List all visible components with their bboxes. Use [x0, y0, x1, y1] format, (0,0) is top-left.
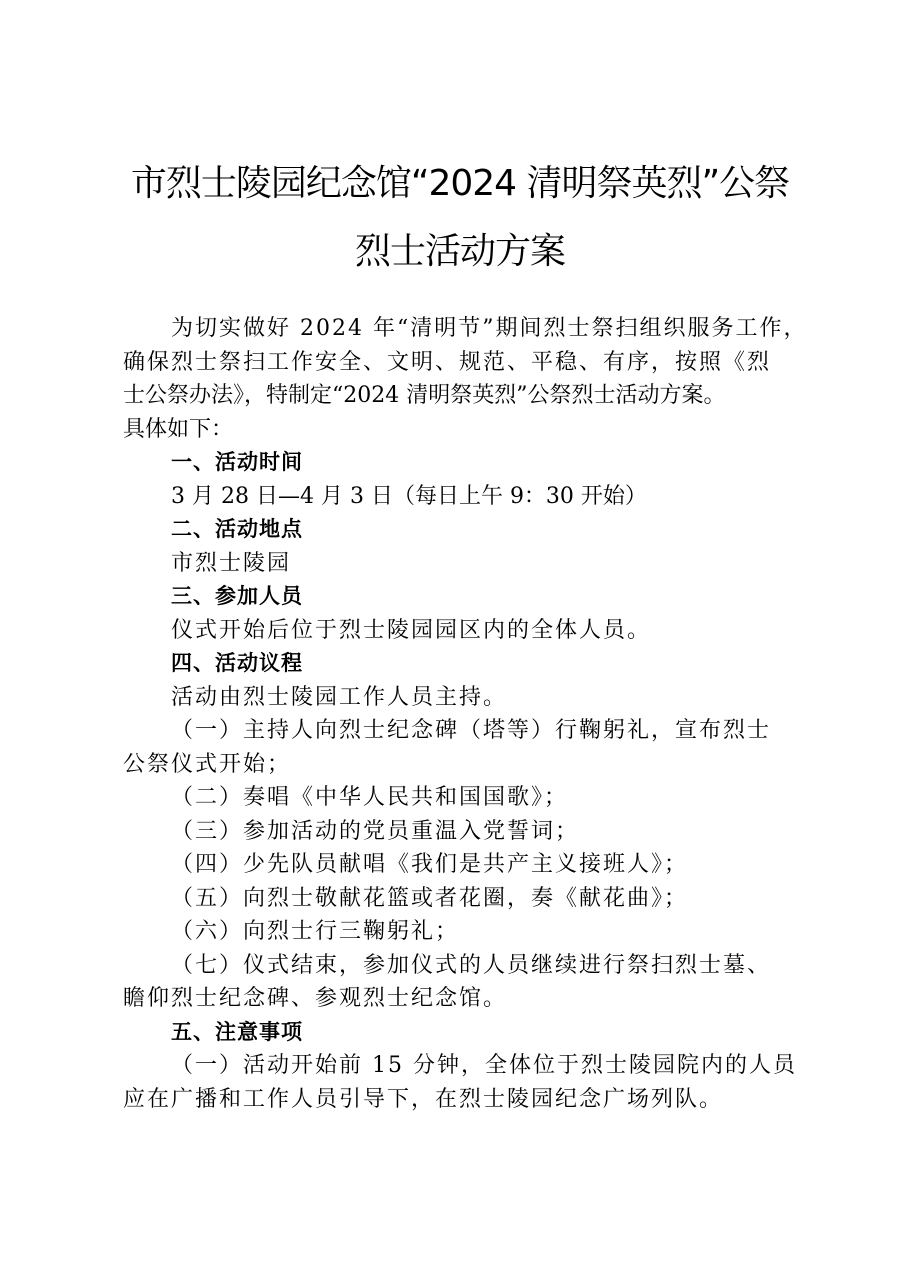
section-heading-notes: 五、注意事项 — [171, 1019, 303, 1044]
document-body — [123, 312, 808, 1116]
agenda-line: （一）主持人向烈士纪念碑（塔等）行鞠躬礼，宣布烈士 — [171, 718, 772, 743]
agenda-line: （四）少先队员献唱《我们是共产主义接班人》； — [171, 852, 689, 877]
section-heading-agenda: 四、活动议程 — [171, 651, 303, 675]
agenda-line: 活动由烈士陵园工作人员主持。 — [171, 684, 508, 710]
agenda-line: （五）向烈士敬献花篮或者花圈，奏《献花曲》； — [171, 885, 689, 911]
document-title-line-2: 烈士活动方案 — [354, 231, 565, 272]
notes-line: （一）活动开始前 15 分钟，全体位于烈士陵园院内的人员 — [171, 1053, 797, 1078]
agenda-line: 公祭仪式开始； — [123, 751, 292, 777]
agenda-line: （二）奏唱《中华人民共和国国歌》； — [171, 785, 569, 810]
agenda-line: 瞻仰烈士纪念碑、参观烈士纪念馆。 — [123, 986, 508, 1011]
agenda-line: （六）向烈士行三鞠躬礼； — [171, 919, 460, 944]
section-text-time: 3 月 28 日—4 月 3 日（每日上午 9：30 开始） — [171, 483, 647, 509]
section-text-location: 市烈士陵园 — [171, 550, 292, 576]
intro-paragraph-line: 为切实做好 2024 年“清明节”期间烈士祭扫组织服务工作， — [171, 316, 808, 341]
notes-line: 应在广播和工作人员引导下，在烈士陵园纪念广场列队。 — [123, 1086, 724, 1112]
agenda-line: （七）仪式结束，参加仪式的人员继续进行祭扫烈士墓、 — [171, 952, 772, 978]
intro-paragraph-line: 具体如下： — [123, 416, 234, 442]
agenda-line: （三）参加活动的党员重温入党誓词； — [171, 818, 580, 844]
document-title-line-1: 市烈士陵园纪念馆“2024 清明祭英烈”公祭 — [130, 163, 790, 204]
intro-paragraph-line: 确保烈士祭扫工作安全、文明、规范、平稳、有序，按照《烈 — [123, 349, 772, 375]
section-heading-participants: 三、参加人员 — [171, 584, 303, 608]
section-heading-location: 二、活动地点 — [171, 517, 303, 541]
intro-paragraph-line: 士公祭办法》，特制定“2024 清明祭英烈”公祭烈士活动方案。 — [123, 383, 726, 408]
section-heading-time: 一、活动时间 — [171, 450, 303, 474]
section-text-participants: 仪式开始后位于烈士陵园园区内的全体人员。 — [171, 617, 652, 643]
